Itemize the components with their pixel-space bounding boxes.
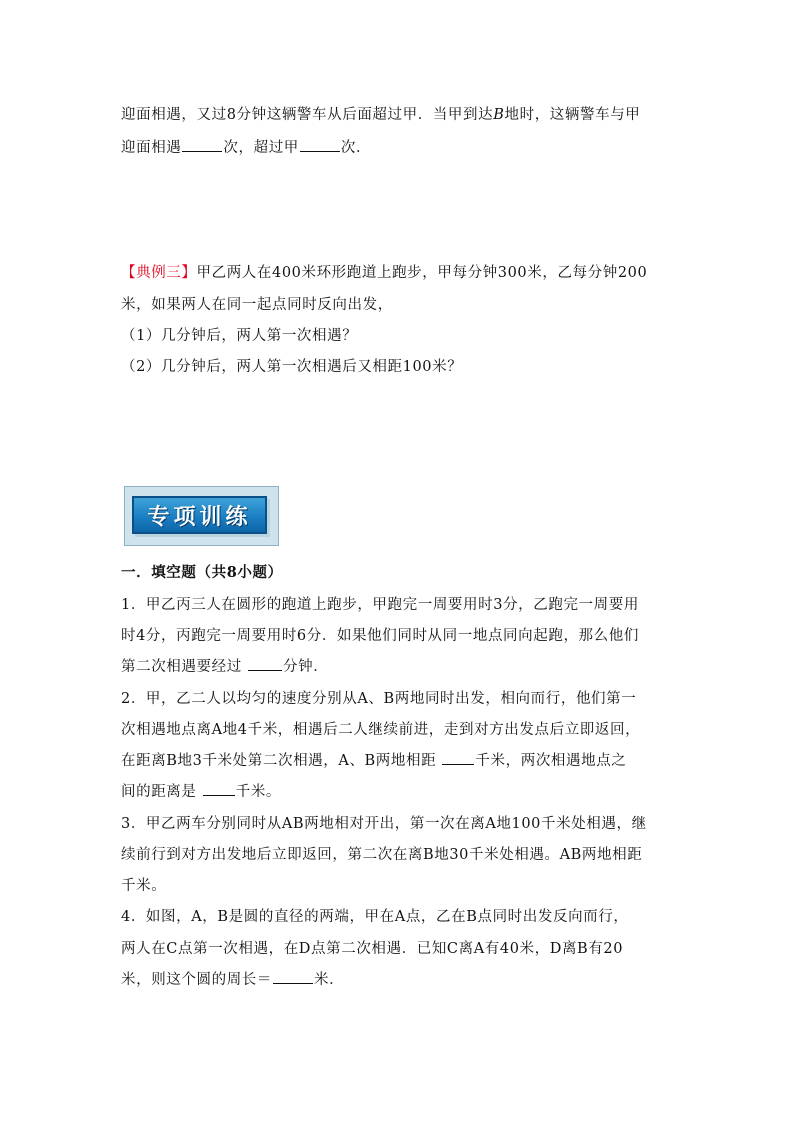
answer-blank: [182, 139, 222, 152]
text-line: 续前行到对方出发地后立即返回，第二次在离B地30千米处相遇。AB两地相距: [121, 847, 643, 863]
banner-plate: [132, 496, 267, 534]
text-line: 次相遇地点离A地4千米，相遇后二人继续前进，走到对方出发点后立即返回，: [121, 722, 641, 738]
text-segment: 千米。: [235, 784, 282, 800]
section-banner: [124, 486, 279, 546]
text-line: 4．如图，A，B是圆的直径的两端，甲在A点，乙在B点同时出发反向而行，: [121, 909, 629, 925]
text-line: [121, 103, 640, 124]
sub-question: （1）几分钟后，两人第一次相遇？: [121, 328, 358, 344]
example-3-line: [121, 261, 647, 282]
text-line: 时4分，丙跑完一周要用时6分．如果他们同时从同一地点同向起跑，那么他们: [121, 628, 639, 644]
text-line: [121, 655, 328, 676]
answer-blank: [203, 783, 235, 796]
text-segment: 米．: [314, 972, 345, 988]
text-segment: 第二次相遇要经过: [121, 659, 248, 675]
text-segment: 千米，两次相遇地点之: [475, 753, 627, 769]
text-segment: 次，超过甲: [223, 140, 299, 156]
text-line: 2．甲，乙二人以均匀的速度分别从A、B两地同时出发，相向而行，他们第一: [121, 691, 637, 707]
text-segment: B: [493, 107, 505, 123]
text-segment: 地时，这辆警车与甲: [504, 107, 641, 123]
answer-blank: [273, 971, 313, 984]
text-line: [121, 136, 371, 157]
text-segment: 甲乙两人在400米环形跑道上跑步，甲每分钟300米，乙每分钟200: [196, 265, 648, 281]
text-line: [121, 968, 344, 989]
answer-blank: [248, 658, 282, 671]
text-line: 1．甲乙丙三人在圆形的跑道上跑步，甲跑完一周要用时3分，乙跑完一周要用: [121, 597, 639, 613]
text-segment: 迎面相遇，又过8分钟这辆警车从后面超过甲．当甲到达: [121, 107, 494, 123]
sub-question: （2）几分钟后，两人第一次相遇后又相距100米？: [121, 359, 463, 375]
text-line: 米，如果两人在同一起点同时反向出发，: [121, 297, 393, 313]
text-line: 3．甲乙两车分别同时从AB两地相对开出，第一次在离A地100千米处相遇，继: [121, 816, 647, 832]
text-line: 两人在C点第一次相遇，在D点第二次相遇．已知C离A有40米，D离B有20: [121, 941, 624, 957]
text-segment: 次．: [340, 140, 372, 156]
section-heading: 一．填空题（共8小题）: [121, 564, 283, 581]
text-segment: 分钟．: [283, 659, 329, 675]
text-line: [121, 780, 281, 801]
answer-blank: [442, 752, 474, 765]
answer-blank: [300, 139, 340, 152]
text-segment: 迎面相遇: [121, 140, 182, 156]
text-line: 千米。: [121, 878, 167, 894]
banner-title: 专项训练: [147, 504, 252, 530]
text-segment: 米，则这个圆的周长＝: [121, 972, 272, 988]
text-segment: 在距离B地3千米处第二次相遇，A、B两地相距: [121, 753, 442, 769]
text-line: [121, 749, 626, 770]
example-tag: 【典例三】: [121, 265, 197, 281]
text-segment: 间的距离是: [121, 784, 202, 800]
